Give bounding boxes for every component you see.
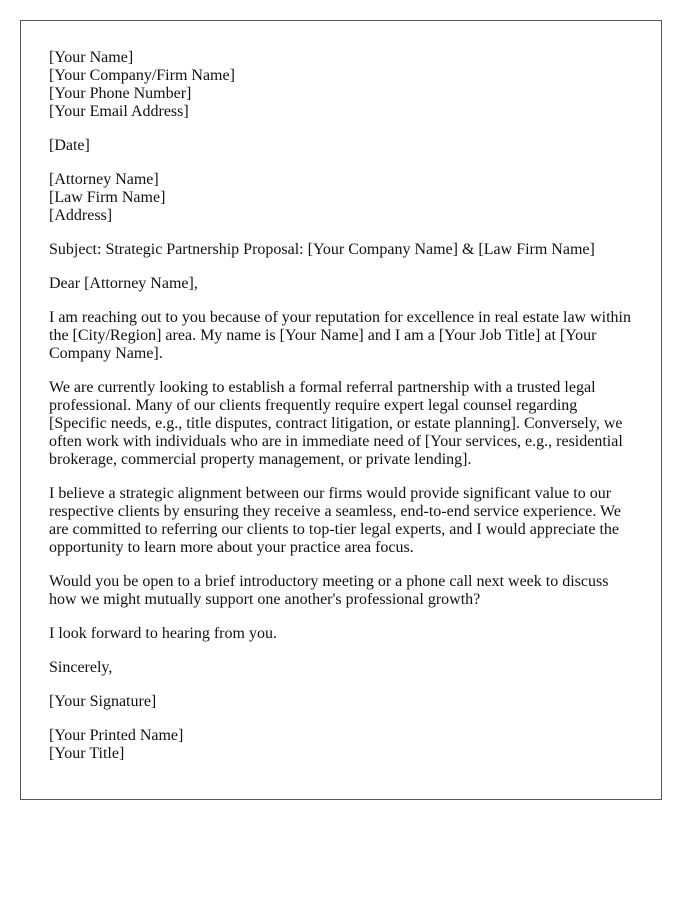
salutation: Dear [Attorney Name],: [49, 275, 198, 292]
sender-email: [Your Email Address]: [49, 103, 189, 120]
subject-line: Subject: Strategic Partnership Proposal: [Your Company Name] & [Law Firm Name]: [49, 241, 595, 258]
sender-company: [Your Company/Firm Name]: [49, 67, 235, 84]
printed-name: [Your Printed Name]: [49, 727, 184, 744]
recipient-address: [Address]: [49, 207, 113, 224]
body-paragraph: I am reaching out to you because of your reputation for excellence in real estate law within the [City/Region] area. My name is [Your Name] and I am a [Your Job Title] at [Your Company Name].: [49, 309, 631, 362]
signoff-block: [49, 727, 633, 763]
signature: [Your Signature]: [49, 693, 157, 710]
letter-document: [20, 20, 662, 800]
letter-date: [Date]: [49, 137, 90, 154]
sender-title: [Your Title]: [49, 745, 125, 762]
body-paragraph: I look forward to hearing from you.: [49, 625, 277, 642]
sender-block: [49, 49, 633, 121]
sender-phone: [Your Phone Number]: [49, 85, 192, 102]
recipient-name: [Attorney Name]: [49, 171, 159, 188]
recipient-block: [49, 171, 633, 225]
body-paragraph: I believe a strategic alignment between our firms would provide significant value to our respective clients by ensuring they receive a seamless, end-to-end service experience. We are committed to referring our clients to top-tier legal experts, and I would appreciate the opportunity to learn more about your practice area focus.: [49, 485, 621, 556]
sender-name: [Your Name]: [49, 49, 134, 66]
closing: Sincerely,: [49, 659, 113, 676]
body-paragraph: We are currently looking to establish a formal referral partnership with a trusted legal professional. Many of our clients frequently require expert legal counsel regarding [Specific needs, e.g., title disputes, contract litigation, or estate planning]. Conversely, we often work with individuals who are in immediate need of [Your services, e.g., residential brokerage, commercial property management, or private lending].: [49, 379, 623, 468]
body-paragraph: Would you be open to a brief introductory meeting or a phone call next week to discuss how we might mutually support one another's professional growth?: [49, 573, 609, 608]
recipient-firm: [Law Firm Name]: [49, 189, 166, 206]
